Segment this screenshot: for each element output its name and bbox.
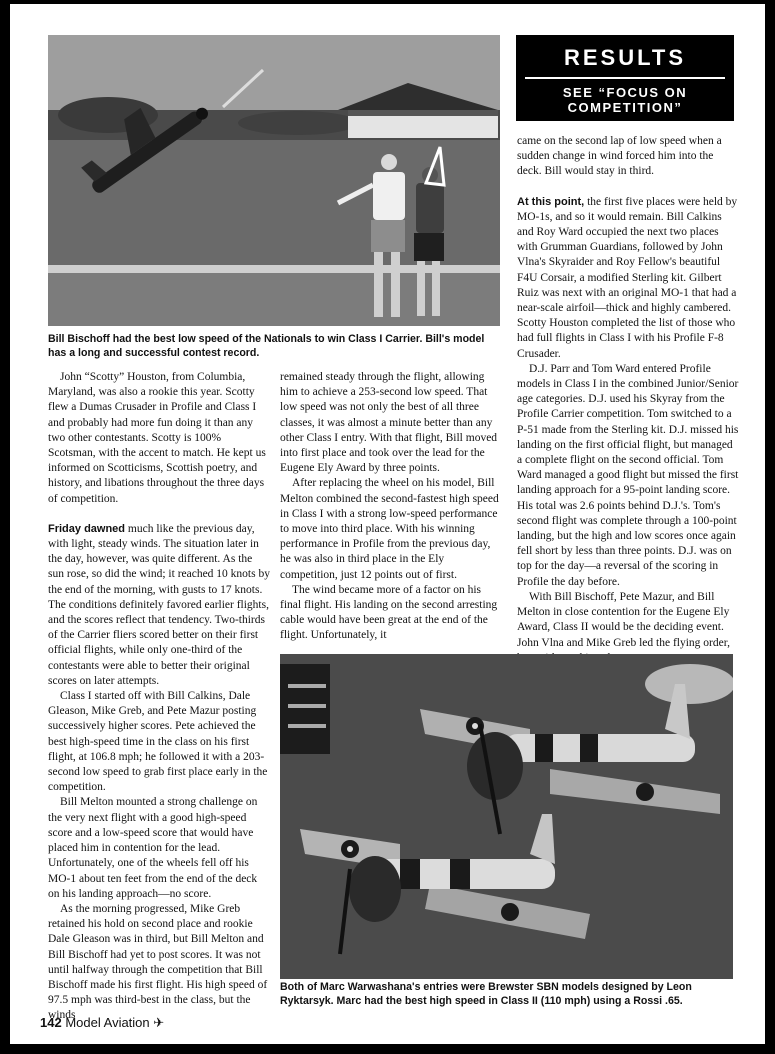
paragraph: The wind became more of a factor on his final flight. His landing on the second arresting cable would have been great at the end of the flight. Unfortunately, it [280,583,498,642]
paragraph: remained steady through the flight, allowing him to achieve a 253-second low speed. That low speed was not only the best of all three classes, it was almost a minute better than any other Class I entry. With that flight, Bill moved into first place and took over the lead for the Eugene Ely Award by three points. [280,371,498,475]
results-box [516,35,734,121]
photo1-illustration [48,35,500,326]
paragraph: After replacing the wheel on his model, Bill Melton combined the second-fastest high speed in Class I with a strong low-speed performance to move into third place. With his winning performance in Profile from the previous day, he was also in third place in the Ely competition, just 12 points out of first. [280,477,499,581]
paragraph: D.J. Parr and Tom Ward entered Profile models in Class I in the combined Junior/Senior age categories. D.J. used his Skyray from the Profile Carrier competition. Tom switched to a P-51 made from the Sterling kit. D.J. missed his landing on the first official flight, but managed a complete flight on the second official. Tom Ward managed a good flight but missed the first landing approach for a 95-point landing score. His total was 2.6 points behind D.J.'s. Tom's second flight was complete through a 100-point landing, but the high and low scores once again fell short by less than three points. D.J. was on top for the day—a reversal of the scoring in Profile the day before. [517,362,739,588]
magazine-page [10,4,765,1044]
photo-brewster-models [280,654,733,979]
results-rule [525,77,725,79]
article-column-1 [48,370,270,1024]
paragraph: came on the second lap of low speed when a sudden change in wind forced him into the deck. Bill would stay in third. [517,135,722,178]
lead-in-bold: At this point, [517,195,585,208]
paragraph: John “Scotty” Houston, from Columbia, Maryland, was also a rookie this year. Scotty flew a Dumas Crusader in Profile and Class I and probably had more fun doing it than any two other contestants. Scotty is 100% Scotsman, with the accent to match. He kept us informed on Scotticisms, Scottish poetry, and history, and libations throughout the three days of competition. [48,371,266,505]
results-title: RESULTS [563,45,687,70]
paragraph: Class I started off with Bill Calkins, Dale Gleason, Mike Greb, and Pete Mazur posting successively higher scores. Pete achieved the best high-speed time in the class on his first flight, at 106.8 mph; he followed it with a 203-second low speed to grab first place early in the competition. [48,690,268,794]
airplane-icon: ✈ [153,1015,165,1030]
paragraph-text: the first five places were held by MO-1s, and so it would remain. Bill Calkins and Roy Ward occupied the next two places with Grumman Guardians, followed by John Vlna's Skyraider and Roy Fellow's beautiful F4U Corsair, a modified Sterling kit. Gilbert Ruiz was next with an original MO-1 that had a near-scale airfoil—thick and highly cambered. Scotty Houston completed the list of those who had full flights in Class I with his Profile F-8 Crusader. [517,195,738,360]
article-column-2 [280,370,502,644]
paragraph: With Bill Bischoff, Pete Mazur, and Bill Melton in close contention for the Eugene Ely Award, Class II would be the deciding event. John Vlna and Mike Greb led the flying order, [517,590,730,649]
results-subtitle-line1: SEE “FOCUS ON [562,85,688,100]
paragraph: Bill Melton mounted a strong challenge on the very next flight with a good high-speed score and a low-speed score that would have placed him in contention for the lead. Unfortunately, one of the wheels fell off his MO-1 about ten feet from the end of the deck on his landing approach—no score. [48,796,258,900]
results-subtitle-line2: COMPETITION” [567,100,683,115]
paragraph-lead [48,522,270,689]
page-footer [40,1015,164,1031]
photo2-illustration [280,654,733,979]
photo2-caption: Both of Marc Warwashana's entries were Brewster SBN models designed by Leon Ryktarsyk. Marc had the best high speed in Class II (110 mph) using a Rossi .65. [280,981,692,1007]
lead-in-bold: Friday dawned [48,522,126,535]
article-column-3 [517,134,739,666]
paragraph-text: much like the previous day, with light, steady winds. The situation later in the day, however, was quite different. As the sun rose, so did the wind; it reached 10 knots by the end of the morning, with gusts to 17 knots. The conditions definitely favored earlier flights, and the scores reflect that tendency. Two-thirds of the Carrier fliers scored better on their first official flights, while only one-third of the contestants were able to better their original scores on later attempts. [48,522,270,687]
photo-low-speed-flight [48,35,500,326]
photo1-caption: Bill Bischoff had the best low speed of the Nationals to win Class I Carrier. Bill's model has a long and successful contest record. [48,333,485,359]
publication-name: Model Aviation [65,1015,150,1030]
paragraph-lead [517,195,739,362]
page-number: 142 [40,1015,62,1030]
paragraph: As the morning progressed, Mike Greb retained his hold on second place and rookie Dale Gleason was in third, but Bill Melton and Bill Bischoff had yet to post scores. It was not until halfway through the competition that Bill Bischoff made his first flight. His high speed of 97.5 mph was third-best in the class, but the winds [48,902,268,1022]
